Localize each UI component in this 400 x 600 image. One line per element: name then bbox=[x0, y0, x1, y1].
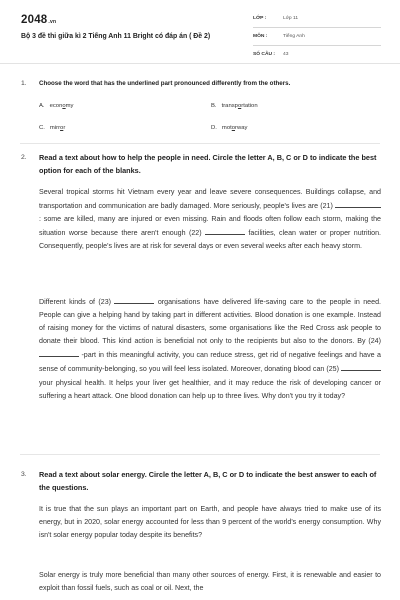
passage-text: Different kinds of (23) bbox=[39, 298, 115, 306]
option-a[interactable] bbox=[39, 103, 74, 109]
answer-blank[interactable] bbox=[114, 295, 154, 304]
option-text: econ bbox=[49, 103, 63, 109]
option-letter: C. bbox=[39, 125, 45, 131]
site-logo[interactable] bbox=[21, 14, 56, 26]
meta-row-question-count bbox=[253, 48, 381, 64]
option-text: rtation bbox=[241, 103, 258, 109]
document-title: Bộ 3 đề thi giữa kì 2 Tiếng Anh 11 Bright có đáp án ( Đề 2) bbox=[21, 33, 211, 40]
question-prompt: Read a text about how to help the people in need. Circle the letter A, B, C or D to indicate the best option for each of the blanks. bbox=[39, 153, 377, 176]
option-letter: B. bbox=[211, 103, 217, 109]
meta-value: 43 bbox=[283, 52, 289, 57]
answer-blank[interactable] bbox=[39, 348, 79, 357]
answer-blank[interactable] bbox=[205, 226, 245, 235]
question-prompt: Read a text about solar energy. Circle the letter A, B, C or D to indicate the best answer to each of the questions. bbox=[39, 470, 377, 493]
question-number: 3. bbox=[21, 471, 27, 478]
option-text: r bbox=[63, 125, 66, 131]
passage-text: -part in this meaningful activity, you can reduce stress, get rid of negative feelings and have a sense of community-belonging, so you will feel less isolated. Moreover, donating blood can (25) bbox=[39, 351, 381, 374]
option-text: rway bbox=[235, 125, 248, 131]
option-letter: D. bbox=[211, 125, 217, 131]
meta-value: Lớp 11 bbox=[283, 16, 299, 21]
question-prompt: Choose the word that has the underlined part pronounced differently from the others. bbox=[39, 80, 291, 87]
meta-row-class bbox=[253, 12, 381, 28]
answer-blank[interactable] bbox=[335, 199, 381, 208]
logo-suffix: .vn bbox=[48, 19, 57, 25]
page-header bbox=[0, 0, 400, 64]
meta-key: MÔN : bbox=[253, 34, 268, 39]
option-b[interactable] bbox=[211, 103, 258, 109]
question-divider bbox=[20, 454, 380, 455]
meta-key: SỐ CÂU : bbox=[253, 52, 276, 57]
underlined-part: o bbox=[237, 103, 242, 109]
option-text: my bbox=[65, 103, 74, 109]
underlined-part: o bbox=[62, 103, 66, 109]
meta-key: LỚP : bbox=[253, 16, 267, 21]
logo-text: 2048 bbox=[21, 14, 48, 26]
passage-text: Several tropical storms hit Vietnam every year and leave severe consequences. Buildings collapse, and transportation and communication are badly damaged. More seriously, people's lives are (21) bbox=[39, 188, 381, 211]
passage-paragraph: Solar energy is truly more beneficial than many other sources of energy. First, it is renewable and easier to exploit than fossil fuels, such as coal or oil. Next, the bbox=[39, 571, 381, 593]
passage-text: organisations have delivered life-saving care to the people in need. People can give a helping hand by taking part in different activities. Blood donation is one example. Instead of raising money for the victims of natural disasters, some organisations like the Red Cross ask people to donate their blood. This kind action is beneficial not only to the recipients but also to the donors. By (24) bbox=[39, 298, 381, 346]
passage-text: : some are killed, many are injured or even missing. Rain and floods often follow each storm, making the situation worse because there aren't enough (22) bbox=[39, 215, 381, 238]
passage-paragraph: It is true that the sun plays an important part on Earth, and people have always tried to make use of its energy, but in 2020, solar energy accounted for less than 9 percent of the world's energy consumption. Why isn't solar energy popular today despite its benefits? bbox=[39, 505, 381, 540]
option-text: mirr bbox=[49, 125, 61, 131]
meta-table bbox=[253, 12, 381, 66]
question-number: 1. bbox=[21, 80, 27, 87]
meta-row-subject bbox=[253, 30, 381, 46]
option-d[interactable] bbox=[211, 125, 247, 131]
header-divider bbox=[0, 63, 400, 64]
option-c[interactable] bbox=[39, 125, 65, 131]
option-text: mot bbox=[221, 125, 232, 131]
question-divider bbox=[20, 143, 380, 144]
underlined-part: o bbox=[60, 125, 64, 131]
option-text: transp bbox=[221, 103, 238, 109]
passage-text: facilities, clean water or proper nutrition. Consequently, people's lives are at risk for several days or even several weeks after each heavy storm. bbox=[39, 229, 381, 251]
passage-paragraph bbox=[39, 295, 381, 403]
underlined-part: o bbox=[231, 125, 236, 131]
passage-paragraph bbox=[39, 186, 381, 253]
passage-text: your physical health. It helps your liver get healthier, and it may reduce the risk of developing cancer or suffering a heart attack. One blood donation can help up to three lives. Why don't you try it today? bbox=[39, 378, 381, 400]
option-letter: A. bbox=[39, 103, 45, 109]
question-number: 2. bbox=[21, 154, 27, 161]
meta-value: Tiếng Anh bbox=[283, 34, 305, 39]
answer-blank[interactable] bbox=[341, 362, 381, 371]
